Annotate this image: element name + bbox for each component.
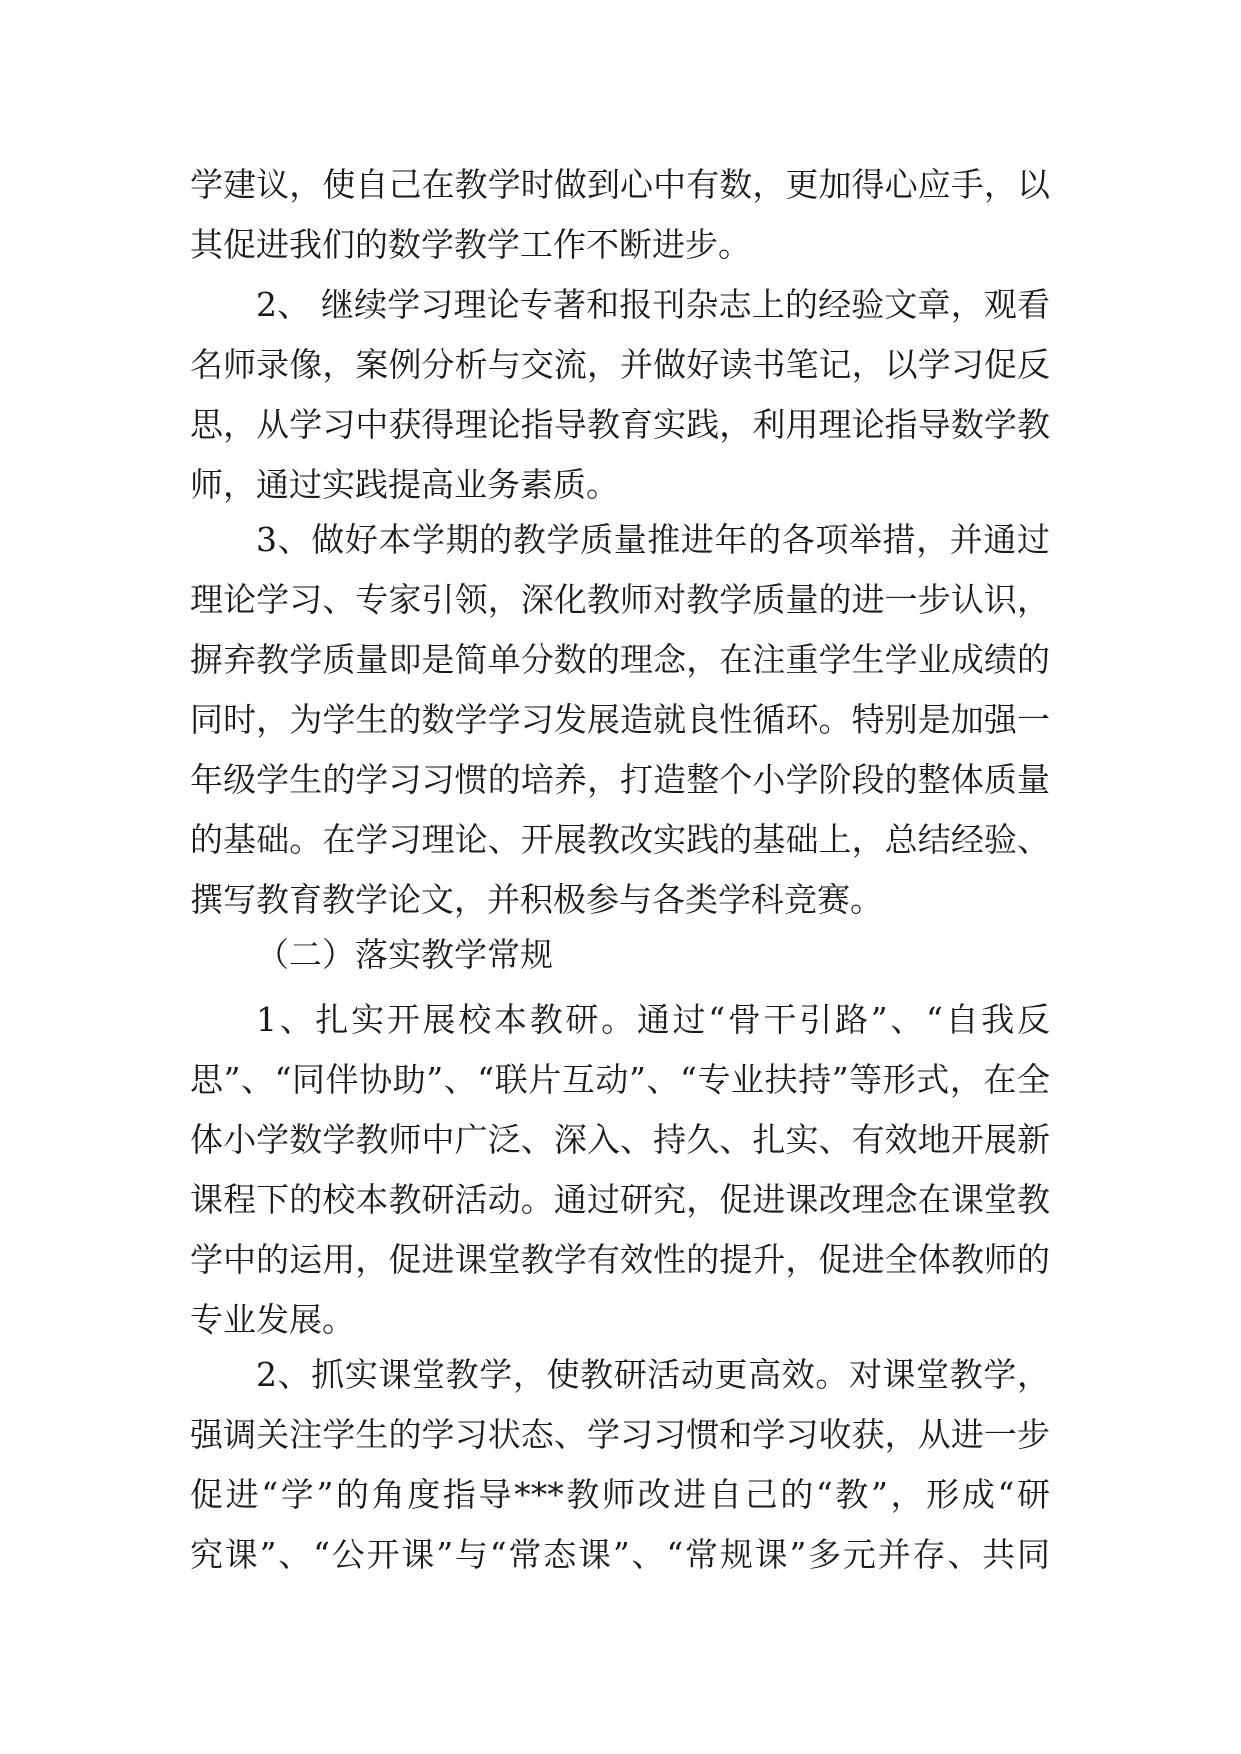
text-line: 年级学生的学习习惯的培养，打造整个小学阶段的整体质量 [190,760,1050,799]
text-line: 体小学数学教师中广泛、深入、持久、扎实、有效地开展新 [190,1120,1050,1159]
text-line: 3、做好本学期的教学质量推进年的各项举措，并通过 [256,520,1050,559]
text-line: 课程下的校本教研活动。通过研究，促进课改理念在课堂教 [190,1180,1050,1219]
section-heading [190,925,1050,985]
text-line: 撰写教育教学论文，并积极参与各类学科竞赛。 [190,880,883,919]
text-line: 促进“学”的角度指导***教师改进自己的“教”，形成“研 [190,1475,1050,1514]
section-heading-text: （二）落实教学常规 [256,935,553,974]
text-line: 名师录像，案例分析与交流，并做好读书笔记，以学习促反 [190,345,1050,384]
paragraph-item-3 [190,510,1050,930]
paragraph-item-2b [190,1345,1050,1585]
text-line: 摒弃教学质量即是简单分数的理念，在注重学生学业成绩的 [190,640,1050,679]
text-line: 2、 继续学习理论专著和报刊杂志上的经验文章，观看 [256,285,1050,324]
text-line: 强调关注学生的学习状态、学习习惯和学习收获，从进一步 [190,1415,1050,1454]
text-line: 师，通过实践提高业务素质。 [190,465,619,504]
text-line: 的基础。在学习理论、开展教改实践的基础上，总结经验、 [190,820,1050,859]
text-line: 究课”、“公开课”与“常态课”、“常规课”多元并存、共同 [190,1535,1050,1574]
text-line: 专业发展。 [190,1300,355,1339]
text-line: 2、抓实课堂教学，使教研活动更高效。对课堂教学， [256,1355,1050,1394]
text-line: 理论学习、专家引领，深化教师对教学质量的进一步认识， [190,580,1050,619]
text-line: 其促进我们的数学教学工作不断进步。 [190,225,751,264]
paragraph-item-2 [190,275,1050,515]
text-line: 学建议，使自己在教学时做到心中有数，更加得心应手，以 [190,165,1050,204]
paragraph-item-1 [190,990,1050,1350]
text-line: 同时，为学生的数学学习发展造就良性循环。特别是加强一 [190,700,1050,739]
text-line: 学中的运用，促进课堂教学有效性的提升，促进全体教师的 [190,1240,1050,1279]
text-line: 思”、“同伴协助”、“联片互动”、“专业扶持”等形式，在全 [190,1060,1050,1099]
text-line: 1、扎实开展校本教研。通过“骨干引路”、“自我反 [256,1000,1050,1039]
text-line: 思，从学习中获得理论指导教育实践，利用理论指导数学教 [190,405,1050,444]
paragraph-continuation [190,155,1050,275]
